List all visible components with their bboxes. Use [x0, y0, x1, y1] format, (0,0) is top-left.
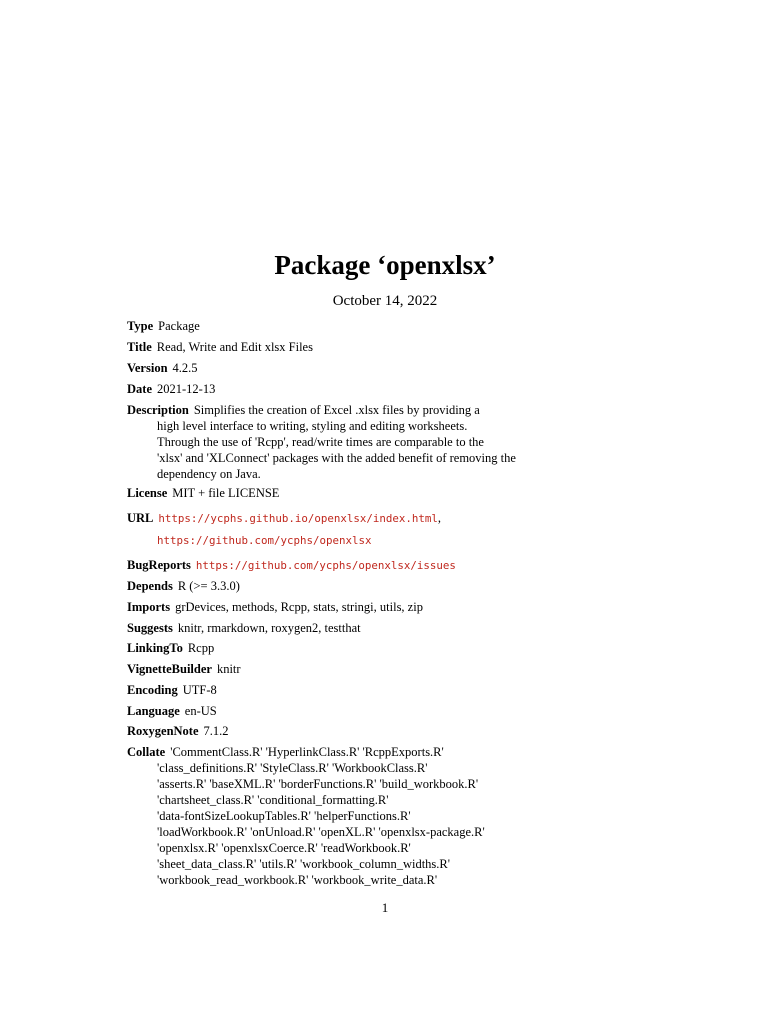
collate-line: 'class_definitions.R' 'StyleClass.R' 'WorkbookClass.R'	[157, 761, 428, 775]
field-language	[127, 703, 217, 719]
field-value: 4.2.5	[172, 361, 198, 375]
field-depends	[127, 578, 240, 594]
field-value: 7.1.2	[203, 724, 229, 738]
field-roxygennote	[127, 723, 229, 739]
field-value: R (>= 3.3.0)	[177, 579, 240, 593]
field-collate	[127, 744, 687, 888]
field-key: Type	[127, 319, 154, 333]
field-value: Package	[158, 319, 200, 333]
collate-line: 'CommentClass.R' 'HyperlinkClass.R' 'RcppExports.R'	[170, 745, 444, 759]
field-key: Language	[127, 704, 180, 718]
field-value: grDevices, methods, Rcpp, stats, stringi, utils, zip	[175, 600, 423, 614]
field-key: Title	[127, 340, 152, 354]
url-link[interactable]: https://ycphs.github.io/openxlsx/index.html	[158, 512, 438, 525]
field-key: Date	[127, 382, 152, 396]
description-line: Simplifies the creation of Excel .xlsx files by providing a	[193, 403, 480, 417]
field-value: MIT + file LICENSE	[172, 486, 280, 500]
field-encoding	[127, 682, 217, 698]
field-bugreports	[127, 557, 456, 574]
field-key: LinkingTo	[127, 641, 183, 655]
field-key: Suggests	[127, 621, 173, 635]
collate-line: 'loadWorkbook.R' 'onUnload.R' 'openXL.R' 'openxlsx-package.R'	[157, 825, 485, 839]
field-key: VignetteBuilder	[127, 662, 212, 676]
field-key: BugReports	[127, 558, 191, 572]
collate-line: 'data-fontSizeLookupTables.R' 'helperFunctions.R'	[157, 809, 411, 823]
field-value: Read, Write and Edit xlsx Files	[156, 340, 313, 354]
package-date: October 14, 2022	[332, 293, 438, 309]
field-key: License	[127, 486, 168, 500]
field-value: knitr	[216, 662, 241, 676]
field-imports	[127, 599, 423, 615]
field-key: Depends	[127, 579, 173, 593]
field-value: en-US	[184, 704, 217, 718]
field-suggests	[127, 620, 361, 636]
page-number: 1	[381, 900, 389, 915]
collate-line: 'openxlsx.R' 'openxlsxCoerce.R' 'readWorkbook.R'	[157, 841, 411, 855]
collate-line: 'sheet_data_class.R' 'utils.R' 'workbook_column_widths.R'	[157, 857, 451, 871]
field-value: UTF-8	[182, 683, 217, 697]
description-line: 'xlsx' and 'XLConnect' packages with the added benefit of removing the	[157, 451, 516, 465]
description-line: Through the use of 'Rcpp', read/write times are comparable to the	[157, 435, 484, 449]
field-key: Version	[127, 361, 168, 375]
field-linkingto	[127, 640, 214, 656]
url-separator: ,	[437, 511, 442, 525]
field-key: Imports	[127, 600, 171, 614]
field-description	[127, 402, 687, 482]
collate-line: 'asserts.R' 'baseXML.R' 'borderFunctions.R' 'build_workbook.R'	[157, 777, 479, 791]
description-line: high level interface to writing, styling and editing worksheets.	[157, 419, 468, 433]
description-line: dependency on Java.	[157, 467, 261, 481]
field-vignettebuilder	[127, 661, 241, 677]
field-url	[127, 510, 687, 549]
collate-line: 'workbook_read_workbook.R' 'workbook_write_data.R'	[157, 873, 438, 887]
field-value: Rcpp	[187, 641, 215, 655]
package-title: Package ‘openxlsx’	[274, 250, 496, 280]
field-license	[127, 485, 279, 501]
field-version	[127, 360, 198, 376]
url-link[interactable]: https://github.com/ycphs/openxlsx	[157, 534, 372, 547]
field-key: Encoding	[127, 683, 178, 697]
field-title	[127, 339, 313, 355]
field-value: knitr, rmarkdown, roxygen2, testthat	[177, 621, 361, 635]
collate-line: 'chartsheet_class.R' 'conditional_formatting.R'	[157, 793, 389, 807]
field-key: RoxygenNote	[127, 724, 199, 738]
field-type	[127, 318, 200, 334]
field-key: URL	[127, 511, 154, 525]
field-value: 2021-12-13	[157, 382, 216, 396]
field-key: Description	[127, 403, 189, 417]
field-date	[127, 381, 215, 397]
bugreports-link[interactable]: https://github.com/ycphs/openxlsx/issues	[195, 559, 456, 572]
field-key: Collate	[127, 745, 166, 759]
